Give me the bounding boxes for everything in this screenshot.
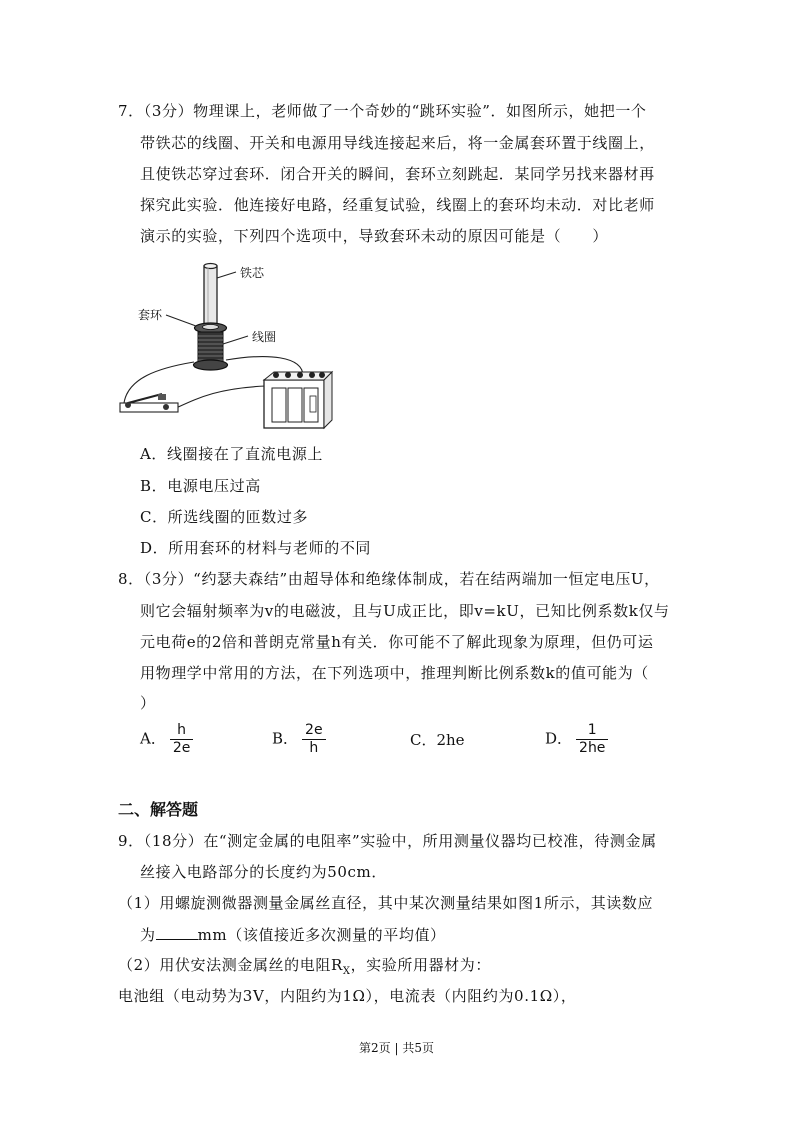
q7-line-3: 且使铁芯穿过套环．闭合开关的瞬间，套环立刻跳起．某同学另找来器材再 <box>140 165 655 183</box>
q8-option-d: D． $\frac{1}{2he}$ <box>545 722 608 757</box>
q9-line-1: 9．（18分）在“测定金属的电阻率”实验中，所用测量仪器均已校准，待测金属 <box>118 832 657 850</box>
q8-line-4: 用物理学中常用的方法，在下列选项中，推理判断比例系数k的值可能为（ <box>140 664 649 682</box>
q7-option-a: A．线圈接在了直流电源上 <box>140 445 324 463</box>
q9-line-6: 电池组（电动势为3V，内阻约为1Ω），电流表（内阻约为0.1Ω）， <box>118 987 577 1005</box>
q7-option-c: C．所选线圈的匝数过多 <box>140 508 309 526</box>
q8-line-2: 则它会辐射频率为v的电磁波，且与U成正比，即v=kU，已知比例系数k仅与 <box>140 602 670 620</box>
q9-line-3: （1）用螺旋测微器测量金属丝直径，其中某次测量结果如图1所示，其读数应 <box>118 894 654 912</box>
q7-line-5: 演示的实验，下列四个选项中，导致套环未动的原因可能是（ ） <box>140 227 609 245</box>
q7-line-1: 7．（3分）物理课上，老师做了一个奇妙的“跳环实验”．如图所示，她把一个 <box>118 102 647 120</box>
iron-core <box>204 266 217 328</box>
q7-line-2: 带铁芯的线圈、开关和电源用导线连接起来后，将一金属套环置于线圈上， <box>140 134 655 152</box>
jumping-ring-figure <box>118 258 348 437</box>
q9-line-5: （2）用伏安法测金属丝的电阻$R_X$，实验所用器材为： <box>118 956 491 977</box>
q9-line-4: 为 mm（该值接近多次测量的平均值） <box>140 923 446 946</box>
q7-option-b: B．电源电压过高 <box>140 477 261 495</box>
answer-blank <box>156 923 198 940</box>
q8-option-b: B． $\frac{2e}{h}$ <box>272 722 326 757</box>
label-coil: 线圈 <box>252 330 277 344</box>
q8-option-c: C．2he <box>410 731 465 749</box>
label-ring: 套环 <box>138 308 163 322</box>
fraction-d: $\frac{1}{2he}$ <box>576 722 608 757</box>
label-iron-core: 铁芯 <box>240 266 265 280</box>
q7-option-d: D．所用套环的材料与老师的不同 <box>140 539 372 557</box>
section-title: 二、解答题 <box>118 800 199 819</box>
q9-line-2: 丝接入电路部分的长度约为50cm． <box>140 863 387 881</box>
q8-line-1: 8．（3分）“约瑟夫森结”由超导体和绝缘体制成，若在结两端加一恒定电压U， <box>118 570 660 588</box>
q8-line-3: 元电荷e的2倍和普朗克常量h有关．你可能不了解此现象为原理，但仍可运 <box>140 633 654 651</box>
q7-line-4: 探究此实验．他连接好电路，经重复试验，线圈上的套环均未动．对比老师 <box>140 196 655 214</box>
fraction-a: $\frac{h}{2e}$ <box>170 722 194 757</box>
q8-line-5: ） <box>140 694 156 712</box>
page-footer: 第2页 | 共5页 <box>359 1041 434 1055</box>
apparatus-diagram <box>118 258 348 433</box>
fraction-b: $\frac{2e}{h}$ <box>302 722 326 757</box>
q8-option-a: A． $\frac{h}{2e}$ <box>140 722 193 757</box>
